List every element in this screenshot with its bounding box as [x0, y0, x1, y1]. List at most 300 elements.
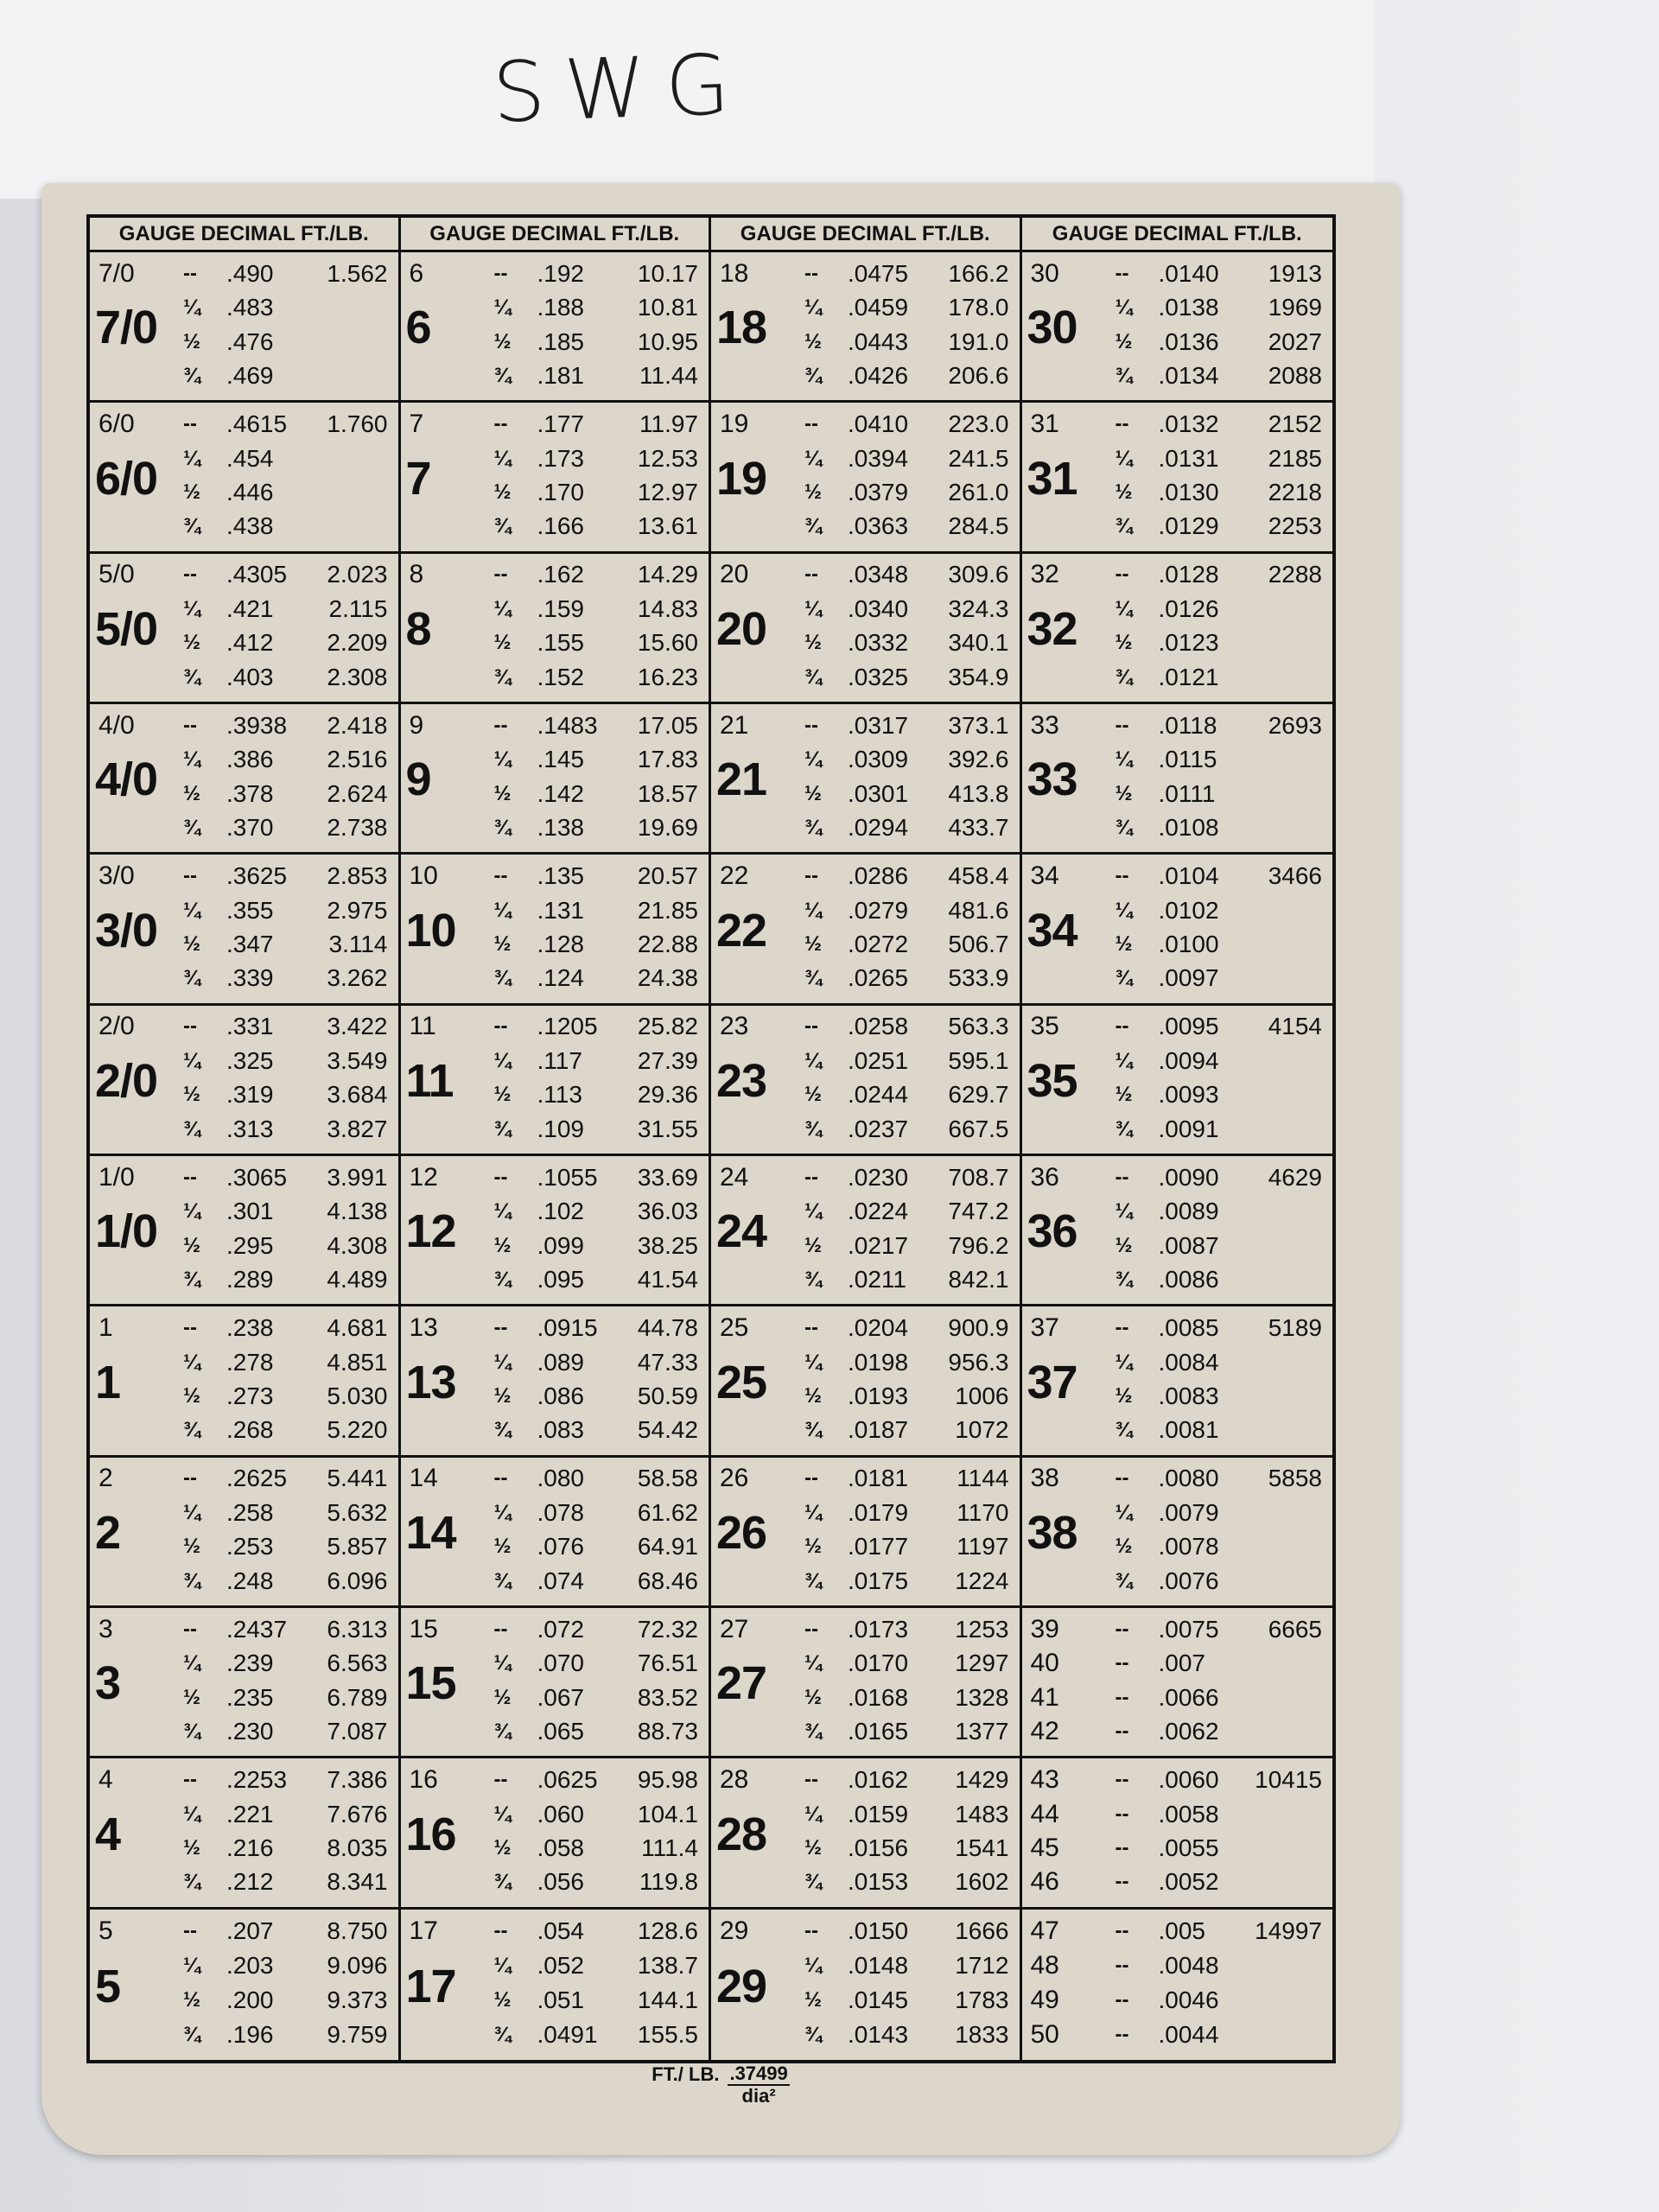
- gauge-number: 13: [409, 1313, 438, 1343]
- fraction-mark: --: [183, 1165, 197, 1189]
- gauge-line: [401, 892, 709, 929]
- gauge-cell: [90, 554, 401, 704]
- gauge-line: [711, 2016, 1020, 2054]
- decimal-value: .0044: [1158, 2021, 1219, 2049]
- gauge-line: [401, 406, 709, 443]
- gauge-number: 18: [720, 258, 749, 288]
- column-header: GAUGE DECIMAL FT./LB.: [401, 218, 712, 252]
- fraction-mark: --: [493, 1918, 508, 1942]
- gauge-line: [401, 707, 709, 744]
- gauge-number: 35: [1030, 1012, 1059, 1041]
- feet-per-pound: 5189: [1268, 1314, 1322, 1342]
- fraction-mark: ¾: [183, 2023, 201, 2047]
- decimal-value: .0085: [1158, 1314, 1219, 1342]
- gauge-line: [1022, 1227, 1333, 1264]
- feet-per-pound: 47.33: [637, 1348, 698, 1376]
- decimal-value: .0145: [848, 1986, 909, 2014]
- gauge-number: 2/0: [99, 1012, 135, 1041]
- feet-per-pound: 506.7: [948, 930, 1009, 957]
- fraction-mark: ½: [183, 1083, 201, 1107]
- decimal-value: .0217: [848, 1231, 909, 1259]
- decimal-value: .0118: [1158, 711, 1217, 739]
- fraction-mark: --: [183, 1918, 197, 1942]
- fraction-mark: --: [183, 1617, 197, 1641]
- decimal-value: .0265: [848, 964, 909, 992]
- fraction-mark: --: [804, 412, 818, 436]
- fraction-mark: ¼: [804, 747, 823, 772]
- gauge-line: [401, 1159, 709, 1196]
- gauge-line: [711, 1494, 1020, 1531]
- large-gauge-label: 3/0: [95, 904, 158, 957]
- decimal-value: .0379: [848, 478, 909, 505]
- fraction-mark: --: [804, 1165, 818, 1189]
- gauge-number: 30: [1030, 258, 1059, 288]
- fraction-mark: --: [804, 1466, 818, 1491]
- gauge-line: [401, 1494, 709, 1531]
- fraction-mark: ½: [1115, 781, 1133, 805]
- gauge-line: [1022, 892, 1333, 929]
- feet-per-pound: 4.138: [327, 1198, 388, 1225]
- gauge-cell: [401, 1910, 712, 2060]
- feet-per-pound: 1541: [955, 1834, 1009, 1861]
- gauge-line: [1022, 1679, 1333, 1716]
- fraction-mark: ½: [804, 1383, 823, 1408]
- gauge-number: 34: [1030, 861, 1059, 891]
- decimal-value: .0090: [1158, 1163, 1219, 1191]
- fraction-mark: ¾: [804, 1568, 823, 1592]
- feet-per-pound: 5.220: [327, 1416, 388, 1444]
- fraction-mark: ¼: [493, 1199, 512, 1224]
- large-gauge-label: 19: [716, 452, 767, 505]
- gauge-line: [401, 1378, 709, 1415]
- gauge-line: [711, 1193, 1020, 1230]
- feet-per-pound: 8.341: [327, 1868, 388, 1896]
- gauge-cell: [711, 554, 1022, 704]
- gauge-line: [711, 1008, 1020, 1046]
- gauge-line: [1022, 1042, 1333, 1079]
- decimal-value: .0084: [1158, 1348, 1219, 1376]
- fraction-mark: --: [183, 261, 197, 285]
- fraction-mark: ¼: [1115, 1350, 1133, 1374]
- decimal-value: .0175: [848, 1567, 909, 1594]
- fraction-mark: ½: [804, 1233, 823, 1257]
- gauge-cell: [401, 1458, 712, 1608]
- gauge-number: 36: [1030, 1162, 1059, 1192]
- fraction-mark: ½: [804, 1083, 823, 1107]
- decimal-value: .052: [537, 1952, 584, 1980]
- fraction-mark: ¾: [804, 966, 823, 990]
- gauge-line: [711, 1713, 1020, 1751]
- decimal-value: .0076: [1158, 1567, 1219, 1594]
- fraction-mark: ¾: [493, 816, 512, 840]
- decimal-value: .0173: [848, 1615, 909, 1643]
- gauge-cell: [90, 1006, 401, 1156]
- decimal-value: .0625: [537, 1766, 598, 1794]
- gauge-line: [90, 1713, 398, 1751]
- feet-per-pound: 2218: [1268, 478, 1322, 505]
- gauge-number: 47: [1030, 1916, 1059, 1945]
- gauge-number: 6/0: [99, 410, 135, 439]
- fraction-mark: ½: [183, 631, 201, 655]
- decimal-value: .109: [537, 1115, 584, 1142]
- gauge-number: 10: [409, 861, 438, 891]
- decimal-value: .0134: [1158, 362, 1219, 390]
- feet-per-pound: 12.97: [637, 478, 698, 505]
- fraction-mark: ½: [1115, 1083, 1133, 1107]
- gauge-number: 3/0: [99, 861, 135, 891]
- feet-per-pound: 166.2: [948, 259, 1009, 287]
- feet-per-pound: 27.39: [637, 1046, 698, 1074]
- gauge-line: [90, 1529, 398, 1566]
- feet-per-pound: 708.7: [948, 1163, 1009, 1191]
- fraction-mark: ¼: [1115, 596, 1133, 620]
- gauge-line: [1022, 255, 1333, 292]
- feet-per-pound: 64.91: [637, 1533, 698, 1560]
- fraction-mark: ¾: [183, 1116, 201, 1141]
- feet-per-pound: 11.44: [639, 362, 698, 390]
- large-gauge-label: 3: [95, 1657, 121, 1710]
- feet-per-pound: 104.1: [637, 1800, 698, 1827]
- gauge-line: [401, 926, 709, 963]
- feet-per-pound: 796.2: [948, 1231, 1009, 1259]
- feet-per-pound: 629.7: [948, 1081, 1009, 1109]
- gauge-number: 46: [1030, 1867, 1059, 1897]
- large-gauge-label: 9: [405, 753, 431, 806]
- gauge-line: [711, 775, 1020, 812]
- large-gauge-label: 27: [716, 1657, 767, 1710]
- gauge-number: 40: [1030, 1649, 1059, 1678]
- fraction-mark: --: [493, 864, 508, 888]
- gauge-line: [1022, 1796, 1333, 1833]
- gauge-line: [401, 1947, 709, 1985]
- gauge-line: [90, 1378, 398, 1415]
- gauge-line: [401, 1611, 709, 1648]
- decimal-value: .0309: [848, 746, 909, 773]
- decimal-value: .355: [226, 896, 274, 924]
- gauge-line: [1022, 440, 1333, 477]
- feet-per-pound: 10.17: [637, 259, 698, 287]
- fraction-mark: ½: [183, 480, 201, 504]
- fraction-mark: --: [1115, 1954, 1129, 1978]
- decimal-value: .131: [537, 896, 584, 924]
- gauge-line: [1022, 625, 1333, 662]
- decimal-value: .3938: [226, 711, 288, 739]
- gauge-line: [401, 323, 709, 360]
- feet-per-pound: 1224: [955, 1567, 1009, 1594]
- gauge-line: [401, 741, 709, 779]
- gauge-line: [1022, 810, 1333, 847]
- decimal-value: .0123: [1158, 629, 1219, 657]
- gauge-cell: [401, 1608, 712, 1758]
- gauge-cell: [90, 403, 401, 553]
- gauge-cell: [401, 855, 712, 1005]
- large-gauge-label: 5/0: [95, 603, 158, 656]
- gauge-line: [90, 556, 398, 594]
- fraction-mark: ¼: [183, 1048, 201, 1072]
- fraction-mark: ½: [183, 329, 201, 353]
- decimal-value: .319: [226, 1081, 274, 1109]
- feet-per-pound: 2.115: [328, 594, 388, 622]
- fraction-mark: ½: [493, 1535, 512, 1559]
- large-gauge-label: 37: [1027, 1356, 1077, 1408]
- gauge-cell: [711, 1156, 1022, 1306]
- decimal-value: .159: [537, 594, 584, 622]
- fraction-mark: ¼: [493, 1651, 512, 1675]
- gauge-number: 16: [409, 1765, 438, 1795]
- fraction-mark: ¼: [183, 1651, 201, 1675]
- gauge-line: [1022, 1110, 1333, 1147]
- fraction-mark: ¾: [183, 1418, 201, 1442]
- decimal-value: .152: [537, 663, 584, 690]
- decimal-value: .0165: [848, 1718, 909, 1745]
- fraction-mark: ¼: [183, 1954, 201, 1978]
- feet-per-pound: 2.418: [327, 711, 388, 739]
- gauge-line: [401, 1912, 709, 1950]
- feet-per-pound: 13.61: [637, 512, 698, 540]
- fraction-mark: ¼: [1115, 1048, 1133, 1072]
- gauge-number: 33: [1030, 710, 1059, 740]
- large-gauge-label: 2: [95, 1507, 121, 1560]
- feet-per-pound: 1144: [957, 1465, 1009, 1492]
- gauge-line: [711, 926, 1020, 963]
- fraction-mark: ¼: [804, 1350, 823, 1374]
- feet-per-pound: 5.632: [327, 1498, 388, 1526]
- decimal-value: .2253: [226, 1766, 288, 1794]
- gauge-line: [401, 2016, 709, 2054]
- large-gauge-label: 28: [716, 1808, 767, 1860]
- fraction-mark: ¼: [1115, 898, 1133, 922]
- decimal-value: .089: [537, 1348, 584, 1376]
- decimal-value: .0052: [1158, 1868, 1219, 1896]
- decimal-value: .0083: [1158, 1382, 1219, 1409]
- decimal-value: .0181: [848, 1465, 909, 1492]
- decimal-value: .1205: [537, 1013, 598, 1040]
- fraction-mark: --: [183, 1316, 197, 1340]
- gauge-line: [90, 1008, 398, 1046]
- decimal-value: .095: [537, 1266, 584, 1294]
- decimal-value: .0325: [848, 663, 909, 690]
- gauge-line: [1022, 1344, 1333, 1381]
- decimal-value: .173: [537, 444, 584, 472]
- fraction-mark: ¼: [183, 898, 201, 922]
- decimal-value: .339: [226, 964, 274, 992]
- feet-per-pound: 19.69: [637, 814, 698, 842]
- decimal-value: .0156: [848, 1834, 909, 1861]
- gauge-cell: [1022, 1758, 1333, 1909]
- large-gauge-label: 1/0: [95, 1205, 158, 1258]
- decimal-value: .0115: [1158, 746, 1217, 773]
- feet-per-pound: 1377: [955, 1718, 1009, 1745]
- decimal-value: .076: [537, 1533, 584, 1560]
- fraction-mark: ¾: [1115, 364, 1133, 388]
- feet-per-pound: 3.422: [327, 1013, 388, 1040]
- decimal-value: .0170: [848, 1649, 909, 1677]
- gauge-line: [711, 858, 1020, 895]
- fraction-mark: ½: [804, 781, 823, 805]
- gauge-cell: [1022, 1910, 1333, 2060]
- decimal-value: .0062: [1158, 1718, 1219, 1745]
- feet-per-pound: 68.46: [637, 1567, 698, 1594]
- feet-per-pound: 6.563: [327, 1649, 388, 1677]
- gauge-cell: [401, 704, 712, 855]
- gauge-line: [711, 960, 1020, 997]
- feet-per-pound: 25.82: [637, 1013, 698, 1040]
- fraction-mark: --: [1115, 563, 1129, 587]
- fraction-mark: --: [183, 713, 197, 737]
- decimal-value: .074: [537, 1567, 584, 1594]
- decimal-value: .188: [537, 294, 584, 321]
- gauge-line: [1022, 2016, 1333, 2054]
- gauge-cell: [401, 1306, 712, 1457]
- decimal-value: .0198: [848, 1348, 909, 1376]
- decimal-value: .0317: [848, 711, 909, 739]
- fraction-mark: --: [804, 563, 818, 587]
- decimal-value: .0204: [848, 1314, 909, 1342]
- feet-per-pound: 900.9: [948, 1314, 1009, 1342]
- large-gauge-label: 18: [716, 302, 767, 354]
- gauge-cell: [1022, 554, 1333, 704]
- gauge-line: [90, 289, 398, 327]
- fraction-mark: ¾: [493, 364, 512, 388]
- gauge-cell: [90, 855, 401, 1005]
- fraction-mark: --: [804, 261, 818, 285]
- decimal-value: .0086: [1158, 1266, 1219, 1294]
- decimal-value: .0132: [1158, 410, 1219, 438]
- gauge-line: [1022, 775, 1333, 812]
- feet-per-pound: 1.562: [327, 259, 388, 287]
- fraction-mark: ¾: [804, 1116, 823, 1141]
- gauge-line: [1022, 1077, 1333, 1114]
- fraction-mark: --: [1115, 1685, 1129, 1709]
- column-header: GAUGE DECIMAL FT./LB.: [90, 218, 401, 252]
- fraction-mark: ½: [804, 1535, 823, 1559]
- decimal-value: .0075: [1158, 1615, 1219, 1643]
- fraction-mark: ¼: [493, 1350, 512, 1374]
- gauge-number: 31: [1030, 410, 1059, 439]
- gauge-number: 25: [720, 1313, 749, 1343]
- decimal-value: .313: [226, 1115, 274, 1142]
- decimal-value: .235: [226, 1683, 274, 1711]
- decimal-value: .0079: [1158, 1498, 1219, 1526]
- decimal-value: .238: [226, 1314, 274, 1342]
- feet-per-pound: 3.549: [327, 1046, 388, 1074]
- gauge-line: [90, 1562, 398, 1599]
- fraction-mark: ¼: [183, 1350, 201, 1374]
- fraction-mark: ½: [493, 1685, 512, 1709]
- gauge-cell: [1022, 403, 1333, 553]
- decimal-value: .469: [226, 362, 274, 390]
- feet-per-pound: 3466: [1268, 862, 1322, 890]
- gauge-number: 7/0: [99, 258, 135, 288]
- gauge-cell: [1022, 704, 1333, 855]
- gauge-line: [401, 858, 709, 895]
- decimal-value: .3625: [226, 862, 288, 890]
- gauge-line: [1022, 658, 1333, 696]
- feet-per-pound: 1429: [955, 1766, 1009, 1794]
- feet-per-pound: 9.096: [327, 1952, 388, 1980]
- gauge-line: [90, 1110, 398, 1147]
- gauge-line: [1022, 1378, 1333, 1415]
- gauge-number: 15: [409, 1614, 438, 1643]
- large-gauge-label: 17: [405, 1960, 456, 2012]
- fraction-mark: ¾: [183, 664, 201, 689]
- fraction-mark: ¾: [1115, 1268, 1133, 1292]
- decimal-value: .0272: [848, 930, 909, 957]
- decimal-value: .0237: [848, 1115, 909, 1142]
- feet-per-pound: 2.516: [327, 746, 388, 773]
- gauge-line: [90, 1310, 398, 1347]
- large-gauge-label: 7/0: [95, 302, 158, 354]
- fraction-mark: ½: [493, 329, 512, 353]
- fraction-mark: ¼: [804, 1048, 823, 1072]
- gauge-number: 50: [1030, 2020, 1059, 2050]
- decimal-value: .295: [226, 1231, 274, 1259]
- feet-per-pound: 10415: [1255, 1766, 1322, 1794]
- feet-per-pound: 31.55: [637, 1115, 698, 1142]
- decimal-value: .258: [226, 1498, 274, 1526]
- large-gauge-label: 25: [716, 1356, 767, 1408]
- fraction-mark: ¾: [804, 664, 823, 689]
- fraction-mark: --: [1115, 1768, 1129, 1792]
- fraction-mark: ¼: [1115, 296, 1133, 320]
- gauge-number: 49: [1030, 1986, 1059, 2015]
- fraction-mark: ¾: [1115, 1568, 1133, 1592]
- decimal-value: .421: [226, 594, 274, 622]
- decimal-value: .070: [537, 1649, 584, 1677]
- fraction-mark: ½: [493, 1233, 512, 1257]
- gauge-line: [1022, 1529, 1333, 1566]
- feet-per-pound: 2288: [1268, 561, 1322, 588]
- gauge-line: [1022, 323, 1333, 360]
- gauge-number: 1/0: [99, 1162, 135, 1192]
- fraction-mark: --: [1115, 1466, 1129, 1491]
- fraction-mark: ¾: [804, 1719, 823, 1744]
- fraction-mark: ¾: [183, 1568, 201, 1592]
- decimal-value: .0153: [848, 1868, 909, 1896]
- decimal-value: .0108: [1158, 814, 1219, 842]
- decimal-value: .102: [537, 1198, 584, 1225]
- feet-per-pound: 155.5: [637, 2021, 698, 2049]
- feet-per-pound: 1328: [955, 1683, 1009, 1711]
- formula-label: FT./ LB.: [652, 2063, 720, 2085]
- gauge-line: [401, 1344, 709, 1381]
- gauge-line: [401, 1227, 709, 1264]
- feet-per-pound: 354.9: [948, 663, 1009, 690]
- decimal-value: .0131: [1158, 444, 1219, 472]
- gauge-line: [1022, 1713, 1333, 1751]
- feet-per-pound: 111.4: [641, 1834, 698, 1861]
- gauge-number: 32: [1030, 560, 1059, 589]
- fraction-mark: ¾: [493, 2023, 512, 2047]
- gauge-line: [90, 625, 398, 662]
- feet-per-pound: 2.023: [327, 561, 388, 588]
- decimal-value: .067: [537, 1683, 584, 1711]
- gauge-line: [90, 1796, 398, 1833]
- decimal-value: .0348: [848, 561, 909, 588]
- gauge-line: [711, 1864, 1020, 1901]
- feet-per-pound: 58.58: [637, 1465, 698, 1492]
- fraction-mark: ¼: [183, 1500, 201, 1524]
- gauge-cell: [401, 1758, 712, 1909]
- gauge-line: [711, 255, 1020, 292]
- gauge-line: [90, 406, 398, 443]
- large-gauge-label: 12: [405, 1205, 456, 1258]
- gauge-line: [711, 1262, 1020, 1299]
- decimal-value: .0244: [848, 1081, 909, 1109]
- large-gauge-label: 1: [95, 1356, 121, 1408]
- gauge-line: [90, 658, 398, 696]
- decimal-value: .0394: [848, 444, 909, 472]
